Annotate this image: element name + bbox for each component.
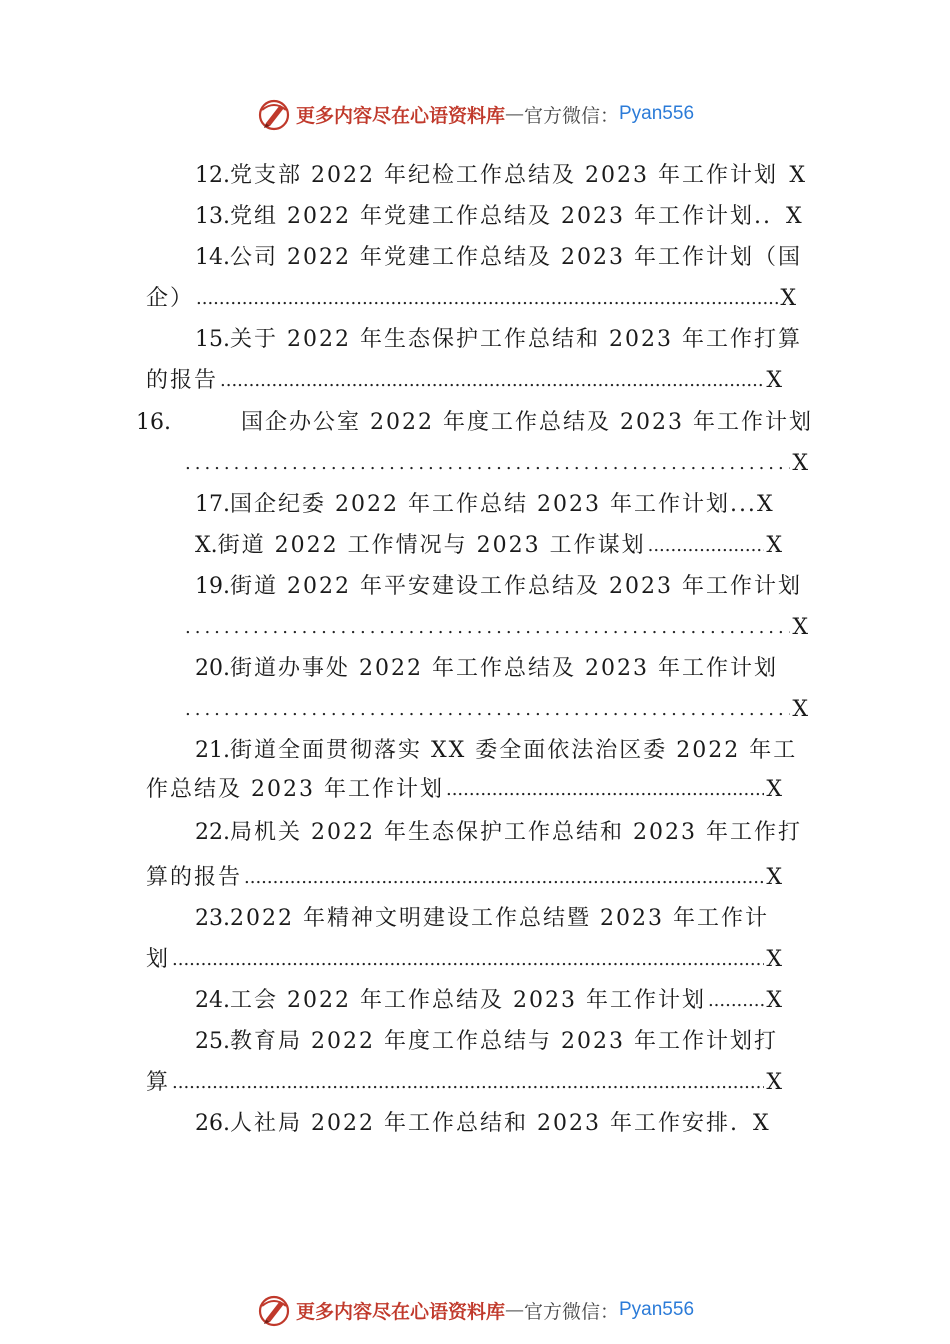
toc-entry-title: 2022 年精神文明建设工作总结暨 2023 年工作计 [230, 906, 769, 931]
toc-entry-number: 26. [195, 1111, 230, 1136]
toc-entry-number: 13. [195, 204, 230, 229]
toc-entry-title: 街道办事处 2022 年工作总结及 2023 年工作计划 [230, 656, 778, 681]
toc-entry-19[interactable] [195, 572, 815, 602]
header-watermark-banner [0, 94, 950, 134]
toc-entry-page: X [766, 777, 782, 802]
toc-entry-title: 街道 2022 年平安建设工作总结及 2023 年工作计划 [230, 574, 802, 599]
banner-wechat-id: Pyan556 [619, 1299, 695, 1320]
toc-entry-number: 12. [195, 163, 230, 188]
toc-leader-dots [185, 613, 790, 643]
toc-entry-14-cont[interactable] [146, 284, 796, 314]
toc-entry-title: 国企办公室 2022 年度工作总结及 2023 年工作计划 [241, 410, 813, 435]
toc-entry-title-cont: 企） [146, 286, 195, 311]
toc-leader-dots [244, 863, 764, 893]
toc-entry-page: X [792, 451, 808, 476]
toc-entry-title: 街道全面贯彻落实 XX 委全面依法治区委 2022 年工 [230, 738, 798, 763]
toc-entry-26[interactable] [195, 1109, 775, 1139]
banner-wechat-label: 官方微信： [523, 104, 619, 127]
toc-entry-page: X [792, 615, 808, 640]
toc-entry-page: X [752, 1111, 769, 1136]
footer-watermark-banner [0, 1290, 950, 1330]
toc-entry-24[interactable] [195, 986, 782, 1016]
toc-entry-page: X [766, 947, 782, 972]
banner-separator: — [504, 1299, 524, 1321]
toc-entry-22[interactable] [195, 818, 815, 848]
toc-entry-number: 24. [195, 988, 230, 1013]
toc-entry-number: 25. [195, 1029, 230, 1054]
toc-entry-page: X [766, 1070, 782, 1095]
toc-entry-18[interactable] [195, 531, 782, 561]
toc-entry-title: 党组 2022 年党建工作总结及 2023 年工作计划.. [230, 204, 772, 229]
toc-entry-number: 21. [195, 738, 230, 763]
toc-entry-title: 工会 2022 年工作总结及 2023 年工作计划 [230, 988, 706, 1013]
toc-entry-21-cont[interactable] [146, 775, 782, 805]
toc-entry-15[interactable] [195, 325, 815, 355]
banner-main-text: 更多内容尽在心语资料库 [295, 1300, 505, 1323]
toc-entry-page: X [785, 204, 802, 229]
toc-leader-dots [708, 986, 764, 1016]
toc-entry-title: 公司 2022 年党建工作总结及 2023 年工作计划（国 [230, 245, 802, 270]
toc-entry-number: 22. [195, 820, 230, 845]
toc-entry-page: X [792, 697, 808, 722]
toc-leader-dots [220, 366, 764, 396]
banner-main-text: 更多内容尽在心语资料库 [295, 104, 505, 127]
toc-entry-20[interactable] [195, 654, 815, 684]
toc-entry-title: 人社局 2022 年工作总结和 2023 年工作安排. [230, 1111, 739, 1136]
toc-entry-title-cont: 划 [146, 947, 171, 972]
pen-logo-icon [256, 96, 292, 132]
toc-entry-page: X [766, 988, 782, 1013]
toc-entry-17[interactable] [195, 490, 785, 520]
toc-leader-dots [185, 695, 790, 725]
toc-entry-title: 街道 2022 工作情况与 2023 工作谋划 [217, 533, 646, 558]
banner-wechat-id: Pyan556 [619, 103, 695, 124]
toc-entry-13[interactable] [195, 202, 805, 232]
toc-entry-15-cont[interactable] [146, 366, 782, 396]
toc-entry-23[interactable] [195, 904, 795, 934]
toc-entry-22-cont[interactable] [146, 863, 782, 893]
toc-entry-number: 23. [195, 906, 230, 931]
toc-entry-number: 19. [195, 574, 230, 599]
toc-entry-21[interactable] [195, 736, 815, 766]
toc-entry-number: 17. [195, 492, 230, 517]
toc-entry-page: X [789, 163, 805, 188]
toc-leader-dots [172, 1068, 764, 1098]
toc-entry-25[interactable] [195, 1027, 805, 1057]
pen-logo-icon [256, 1292, 292, 1328]
toc-entry-page: X [766, 533, 782, 558]
toc-entry-title-cont: 算 [146, 1070, 171, 1095]
toc-leader-dots [648, 531, 765, 561]
toc-entry-16[interactable] [136, 408, 816, 438]
toc-entry-title: 关于 2022 年生态保护工作总结和 2023 年工作打算 [230, 327, 802, 352]
toc-entry-title: 教育局 2022 年度工作总结与 2023 年工作计划打 [230, 1029, 778, 1054]
toc-entry-number: 14. [195, 245, 230, 270]
toc-entry-title-cont: 的报告 [146, 368, 219, 393]
toc-entry-page: X [766, 865, 782, 890]
toc-entry-25-cont[interactable] [146, 1068, 782, 1098]
toc-entry-14[interactable] [195, 243, 815, 273]
toc-entry-title-cont: 作总结及 2023 年工作计划 [146, 777, 444, 802]
toc-entry-20-cont[interactable] [183, 695, 808, 725]
toc-entry-title: 局机关 2022 年生态保护工作总结和 2023 年工作打 [230, 820, 802, 845]
toc-entry-19-cont[interactable] [183, 613, 808, 643]
toc-entry-12[interactable] [195, 161, 805, 191]
toc-entry-23-cont[interactable] [146, 945, 782, 975]
toc-leader-dots [172, 945, 764, 975]
toc-leader-dots [446, 775, 764, 805]
banner-separator: — [504, 103, 524, 125]
toc-entry-page: X [766, 368, 782, 393]
toc-entry-16-cont[interactable] [183, 449, 808, 479]
toc-entry-title-cont: 算的报告 [146, 865, 243, 890]
banner-wechat-label: 官方微信： [523, 1300, 619, 1323]
toc-leader-dots [185, 449, 790, 479]
toc-leader-dots [196, 284, 778, 314]
toc-entry-number: 16. [136, 410, 171, 435]
toc-entry-title: 党支部 2022 年纪检工作总结及 2023 年工作计划 [230, 163, 778, 188]
toc-entry-title: 国企纪委 2022 年工作总结 2023 年工作计划... [230, 492, 757, 517]
toc-entry-page: X [756, 492, 773, 517]
toc-entry-page: X [780, 286, 796, 311]
toc-entry-number: X. [195, 533, 218, 558]
toc-entry-number: 15. [195, 327, 230, 352]
toc-entry-number: 20. [195, 656, 230, 681]
